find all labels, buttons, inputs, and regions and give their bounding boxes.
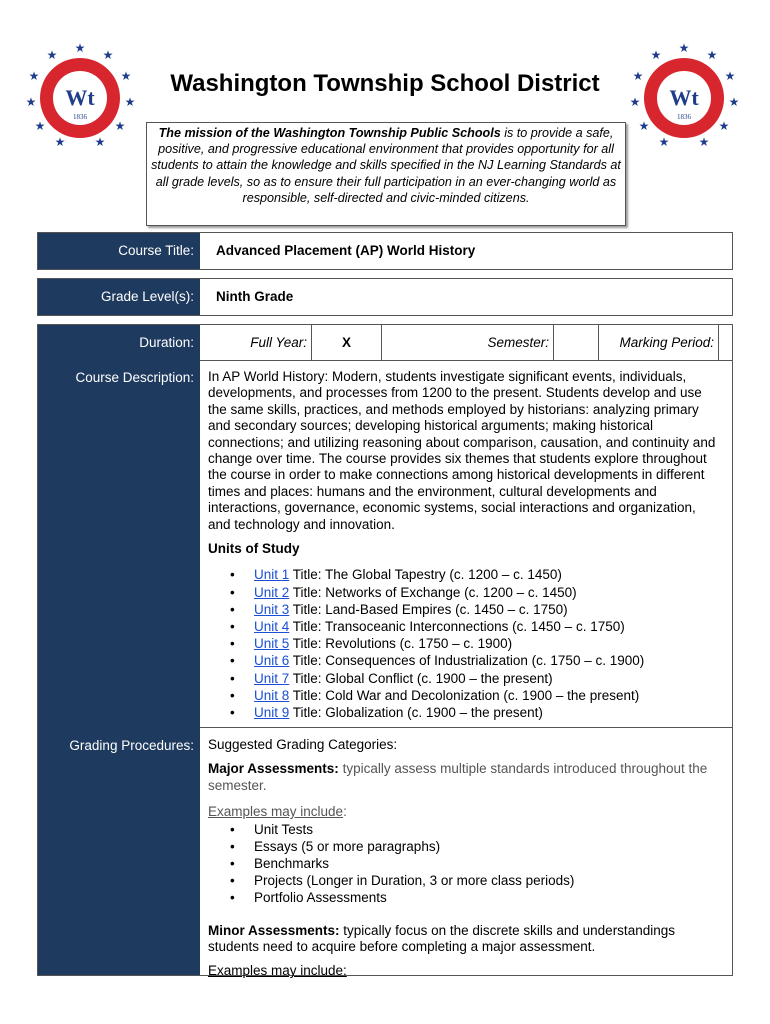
svg-text:★: ★	[28, 69, 40, 83]
unit-link[interactable]: Unit 1	[254, 567, 290, 583]
description-text: In AP World History: Modern, students investigate significant events, individuals, developments, and processes from 1200 to the present. Students develop and use the same skills, practices, and methods employed by historians: analyzing primary and secondary sources; developing historical arguments; making historical connections; and utilizing reasoning about comparison, causation, and continuity and change over time. The course provides six themes that students explore throughout the course in order to make connections among historical developments in different times and places: humans and the environment, cultural developments and interactions, governance, economic systems, social interactions and organization, and technology and innovation.	[208, 369, 716, 532]
course-description	[208, 369, 722, 721]
unit-link[interactable]: Unit 2	[254, 584, 290, 600]
svg-text:★: ★	[728, 95, 740, 109]
svg-text:★: ★	[124, 95, 136, 109]
unit-title: Title: Consequences of Industrialization (c. 1750 – c. 1900)	[289, 653, 645, 669]
unit-item	[254, 652, 722, 669]
example-item: • Essays (5 or more paragraphs)	[254, 838, 722, 855]
course-description-label: Course Description:	[75, 370, 194, 385]
major-examples-list	[208, 821, 722, 907]
unit-item	[254, 670, 722, 687]
unit-title: Title: The Global Tapestry (c. 1200 – c. 1450)	[289, 567, 562, 583]
unit-title: Title: Transoceanic Interconnections (c. 1450 – c. 1750)	[289, 619, 625, 635]
course-title-row	[37, 232, 733, 270]
svg-text:★: ★	[94, 135, 106, 149]
logo-year-right: 1836	[677, 113, 691, 121]
svg-text:★: ★	[102, 48, 114, 62]
district-logo-left	[26, 42, 134, 150]
example-item: • Projects (Longer in Duration, 3 or more class periods)	[254, 872, 722, 889]
unit-title: Title: Networks of Exchange (c. 1200 – c. 1450)	[289, 584, 577, 600]
semester-value	[554, 325, 599, 360]
semester-label: Semester:	[382, 325, 554, 360]
district-title: Washington Township School District	[170, 70, 600, 97]
svg-text:★: ★	[650, 48, 662, 62]
grade-level-value: Ninth Grade	[216, 289, 294, 304]
course-title-value: Advanced Placement (AP) World History	[216, 243, 476, 258]
example-item: • Unit Tests	[254, 821, 722, 838]
unit-link[interactable]: Unit 7	[254, 670, 290, 686]
duration-label: Duration:	[139, 335, 194, 350]
logo-letters: Wt	[65, 85, 95, 110]
units-heading: Units of Study	[208, 541, 300, 557]
svg-text:★: ★	[718, 119, 730, 133]
units-list	[208, 566, 722, 721]
district-logo-right	[630, 42, 738, 150]
duration-row	[200, 325, 732, 361]
svg-text:★: ★	[632, 69, 644, 83]
unit-title: Title: Land-Based Empires (c. 1450 – c. 1750)	[289, 601, 568, 617]
logo-year: 1836	[73, 113, 87, 121]
unit-link[interactable]: Unit 4	[254, 619, 290, 635]
unit-title: Title: Global Conflict (c. 1900 – the present)	[289, 670, 553, 686]
unit-link[interactable]: Unit 3	[254, 601, 290, 617]
unit-title: Title: Revolutions (c. 1750 – c. 1900)	[289, 636, 513, 652]
grading-intro: Suggested Grading Categories:	[208, 737, 398, 752]
grade-level-label: Grade Level(s):	[38, 279, 200, 315]
unit-link[interactable]: Unit 6	[254, 653, 290, 669]
svg-text:★: ★	[34, 119, 46, 133]
svg-text:★: ★	[114, 119, 126, 133]
example-item: • Portfolio Assessments	[254, 889, 722, 906]
unit-item	[254, 584, 722, 601]
marking-period-label: Marking Period:	[599, 325, 719, 360]
unit-title: Title: Globalization (c. 1900 – the present)	[289, 705, 543, 721]
unit-item	[254, 687, 722, 704]
svg-text:★: ★	[678, 41, 690, 55]
course-title-label: Course Title:	[38, 233, 200, 269]
svg-text:★: ★	[46, 48, 58, 62]
full-year-label: Full Year:	[200, 325, 312, 360]
label-column	[38, 325, 200, 975]
svg-text:★: ★	[724, 69, 736, 83]
svg-text:★: ★	[120, 69, 132, 83]
minor-examples-label: Examples may include:	[208, 963, 347, 979]
major-assessments-heading: Major Assessments:	[208, 761, 339, 777]
unit-item	[254, 618, 722, 635]
major-assessments-text: typically assess multiple standards introduced throughout the semester.	[208, 761, 708, 793]
svg-text:★: ★	[698, 135, 710, 149]
minor-assessments-text: typically focus on the discrete skills and understandings students need to acquire before completing a major assessment.	[208, 922, 675, 955]
unit-item	[254, 704, 722, 721]
example-item: • Benchmarks	[254, 855, 722, 872]
svg-text:★: ★	[74, 41, 86, 55]
section-divider	[200, 727, 732, 728]
unit-title: Title: Cold War and Decolonization (c. 1900 – the present)	[289, 687, 640, 703]
svg-text:★: ★	[638, 119, 650, 133]
examples-colon: :	[343, 804, 347, 820]
unit-item	[254, 601, 722, 618]
minor-assessments-heading: Minor Assessments:	[208, 922, 340, 938]
svg-text:★: ★	[54, 135, 66, 149]
examples-label: Examples may include	[208, 804, 344, 820]
mission-text: is to provide a safe, positive, and progressive educational environment that provides opportunity for all students to attain the knowledge and skills specified in the NJ Learning Standards at all grade levels, so as to ensure their full participation in an ever-changing world as responsible, self-directed and civic-minded citizens.	[151, 126, 621, 205]
svg-text:★: ★	[25, 95, 37, 109]
unit-link[interactable]: Unit 5	[254, 636, 290, 652]
unit-link[interactable]: Unit 8	[254, 687, 290, 703]
marking-period-value	[719, 325, 732, 360]
course-details-table	[37, 324, 733, 979]
unit-item	[254, 635, 722, 652]
unit-item	[254, 566, 722, 583]
mission-statement	[146, 122, 626, 226]
svg-text:★: ★	[658, 135, 670, 149]
logo-letters-right: Wt	[669, 85, 699, 110]
full-year-mark: X	[312, 325, 382, 360]
svg-text:★: ★	[629, 95, 641, 109]
grade-level-row	[37, 278, 733, 316]
unit-link[interactable]: Unit 9	[254, 705, 290, 721]
svg-text:★: ★	[706, 48, 718, 62]
grading-procedures	[208, 737, 722, 980]
mission-bold: The mission of the Washington Township Public Schools	[158, 126, 501, 140]
grading-procedures-label: Grading Procedures:	[69, 738, 194, 753]
